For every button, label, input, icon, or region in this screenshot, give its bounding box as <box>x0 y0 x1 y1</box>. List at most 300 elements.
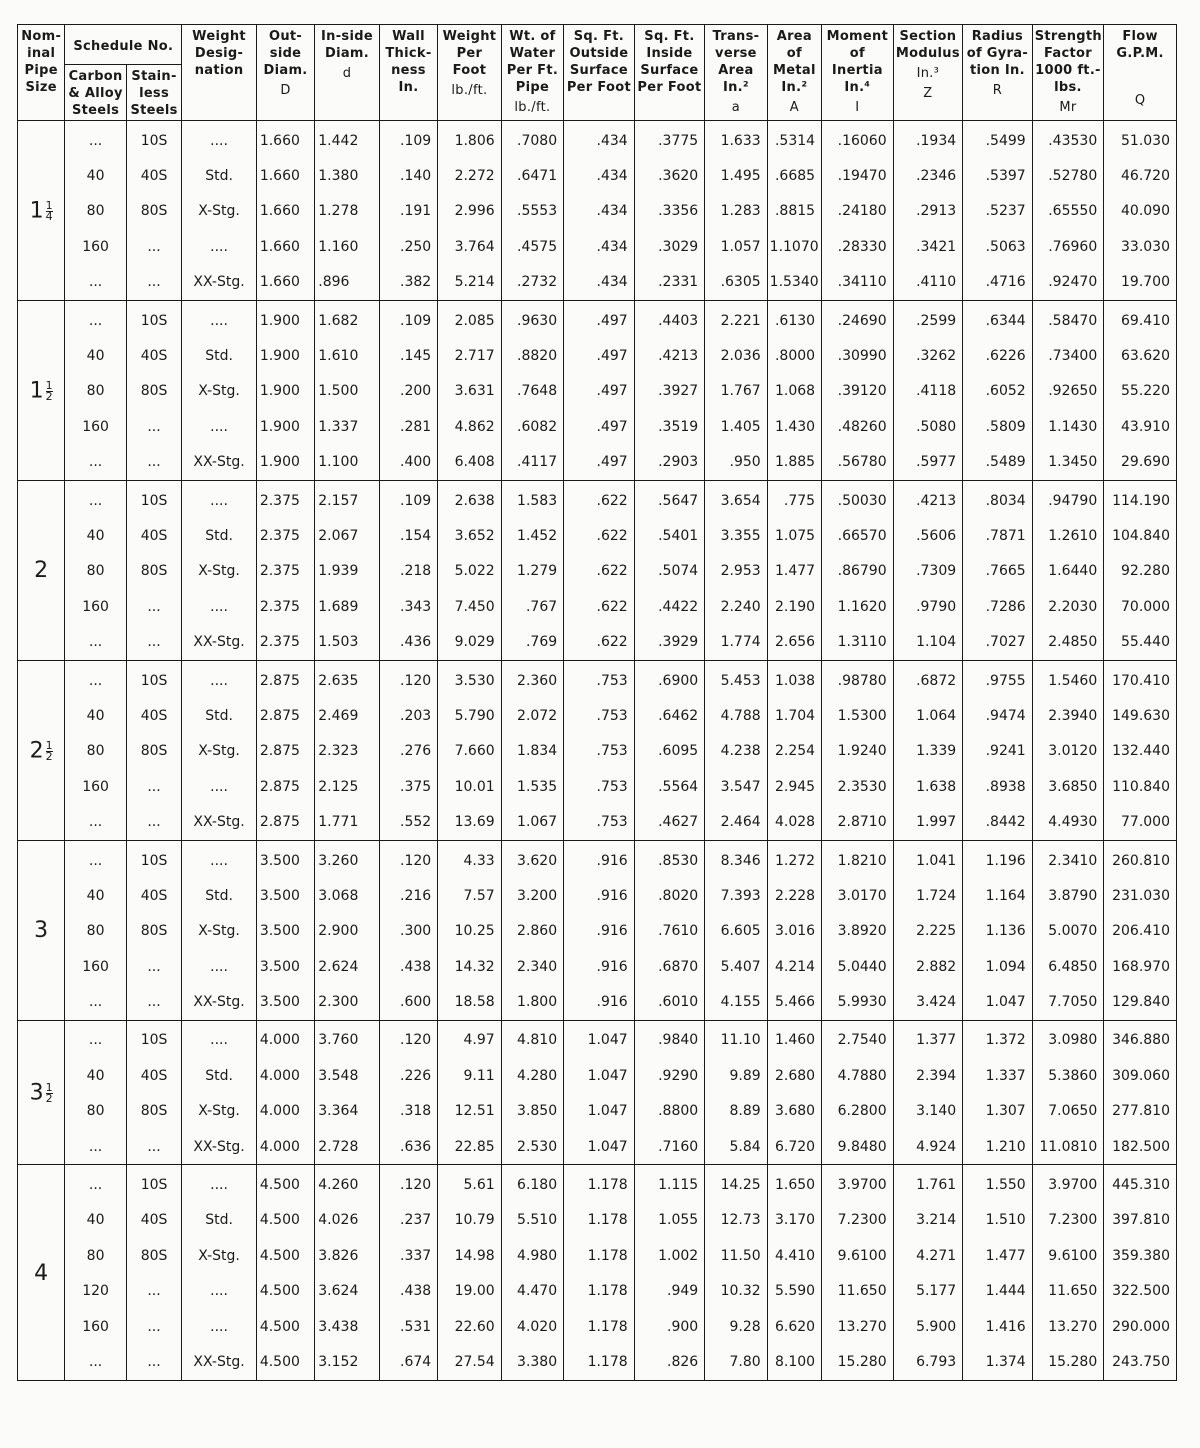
inside-diam-cell: 3.068 <box>315 878 379 913</box>
strength-factor-cell: 1.3450 <box>1032 445 1104 481</box>
flow-cell: 260.810 <box>1104 840 1177 878</box>
inside-diam-cell: 1.278 <box>315 194 379 229</box>
inside-diam-cell: 3.152 <box>315 1344 379 1380</box>
outside-diam-cell: 1.900 <box>256 445 314 481</box>
weight-per-foot-cell: 14.32 <box>438 949 501 984</box>
metal-area-cell: 2.680 <box>767 1058 821 1093</box>
outside-surface-cell: 1.047 <box>564 1020 635 1058</box>
inside-diam-cell: 3.826 <box>315 1238 379 1273</box>
moment-inertia-cell: 1.8210 <box>822 840 894 878</box>
schedule-carbon-cell: 80 <box>65 1094 126 1129</box>
flow-cell: 77.000 <box>1104 804 1177 840</box>
radius-gyration-cell: .7027 <box>963 624 1033 660</box>
inside-diam-cell: 2.624 <box>315 949 379 984</box>
nominal-size-fraction <box>45 198 53 223</box>
weight-designation-cell: .... <box>182 1274 257 1309</box>
transverse-area-cell: 11.10 <box>705 1020 767 1058</box>
wall-thickness-cell: .276 <box>379 734 437 769</box>
schedule-carbon-cell: ... <box>65 984 126 1020</box>
metal-area-cell: 2.656 <box>767 624 821 660</box>
transverse-area-cell: 9.28 <box>705 1309 767 1344</box>
metal-area-cell: 1.477 <box>767 554 821 589</box>
section-modulus-cell: 4.271 <box>893 1238 963 1273</box>
inside-diam-cell: 2.900 <box>315 914 379 949</box>
wall-thickness-cell: .438 <box>379 949 437 984</box>
table-row <box>18 1238 1177 1273</box>
inside-diam-cell: 2.728 <box>315 1129 379 1165</box>
header-inside-diam: In-side Diam. d <box>315 25 379 121</box>
moment-inertia-cell: 6.2800 <box>822 1094 894 1129</box>
section-modulus-cell: 1.064 <box>893 698 963 733</box>
outside-diam-cell: 2.375 <box>256 480 314 518</box>
table-row <box>18 194 1177 229</box>
metal-area-cell: 2.190 <box>767 589 821 624</box>
moment-inertia-cell: .56780 <box>822 445 894 481</box>
water-weight-cell: 3.200 <box>501 878 563 913</box>
flow-cell: 29.690 <box>1104 445 1177 481</box>
outside-surface-cell: .916 <box>564 984 635 1020</box>
weight-designation-cell: X-Stg. <box>182 194 257 229</box>
schedule-stainless-cell: 40S <box>126 878 181 913</box>
header-outside-surface: Sq. Ft. Outside Surface Per Foot <box>564 25 635 121</box>
header-weight-designation: Weight Desig-nation <box>182 25 257 121</box>
section-modulus-cell: 1.104 <box>893 624 963 660</box>
schedule-stainless-cell: 80S <box>126 554 181 589</box>
transverse-area-cell: 1.405 <box>705 409 767 444</box>
inside-surface-cell: .6870 <box>634 949 705 984</box>
outside-diam-cell: 4.500 <box>256 1165 314 1203</box>
transverse-area-cell: 4.238 <box>705 734 767 769</box>
inside-surface-cell: 1.002 <box>634 1238 705 1273</box>
outside-diam-cell: 4.500 <box>256 1203 314 1238</box>
header-radius-gyration-symbol: R <box>992 83 1003 98</box>
section-modulus-cell: 5.177 <box>893 1274 963 1309</box>
radius-gyration-cell: .4716 <box>963 265 1033 301</box>
wall-thickness-cell: .531 <box>379 1309 437 1344</box>
flow-cell: 346.880 <box>1104 1020 1177 1058</box>
table-row <box>18 338 1177 373</box>
strength-factor-cell: 11.0810 <box>1032 1129 1104 1165</box>
radius-gyration-cell: .8034 <box>963 480 1033 518</box>
header-moment-inertia: Moment of Inertia In.⁴ I <box>822 25 894 121</box>
table-row <box>18 374 1177 409</box>
table-body <box>18 121 1177 1381</box>
fraction-denominator: 2 <box>45 1092 53 1106</box>
strength-factor-cell: 7.0650 <box>1032 1094 1104 1129</box>
flow-cell: 322.500 <box>1104 1274 1177 1309</box>
water-weight-cell: 4.470 <box>501 1274 563 1309</box>
section-modulus-cell: .9790 <box>893 589 963 624</box>
wall-thickness-cell: .318 <box>379 1094 437 1129</box>
weight-per-foot-cell: 9.029 <box>438 624 501 660</box>
radius-gyration-cell: .6344 <box>963 300 1033 338</box>
inside-surface-cell: .5074 <box>634 554 705 589</box>
schedule-carbon-cell: ... <box>65 1020 126 1058</box>
outside-surface-cell: .916 <box>564 878 635 913</box>
inside-surface-cell: .8020 <box>634 878 705 913</box>
metal-area-cell: 2.254 <box>767 734 821 769</box>
water-weight-cell: .767 <box>501 589 563 624</box>
header-inside-diam-symbol: d <box>342 66 352 81</box>
water-weight-cell: 1.279 <box>501 554 563 589</box>
weight-per-foot-cell: 2.638 <box>438 480 501 518</box>
water-weight-cell: .7080 <box>501 121 563 159</box>
section-modulus-cell: 3.424 <box>893 984 963 1020</box>
metal-area-cell: 3.170 <box>767 1203 821 1238</box>
water-weight-cell: 1.067 <box>501 804 563 840</box>
outside-surface-cell: .434 <box>564 121 635 159</box>
schedule-stainless-cell: 10S <box>126 121 181 159</box>
weight-designation-cell: .... <box>182 1165 257 1203</box>
weight-designation-cell: .... <box>182 409 257 444</box>
wall-thickness-cell: .191 <box>379 194 437 229</box>
schedule-carbon-cell: ... <box>65 624 126 660</box>
schedule-carbon-cell: ... <box>65 660 126 698</box>
weight-designation-cell: .... <box>182 229 257 264</box>
water-weight-cell: .769 <box>501 624 563 660</box>
inside-surface-cell: .3775 <box>634 121 705 159</box>
weight-designation-cell: Std. <box>182 518 257 553</box>
wall-thickness-cell: .120 <box>379 1020 437 1058</box>
flow-cell: 92.280 <box>1104 554 1177 589</box>
wall-thickness-cell: .438 <box>379 1274 437 1309</box>
moment-inertia-cell: .39120 <box>822 374 894 409</box>
table-row <box>18 1344 1177 1380</box>
moment-inertia-cell: .50030 <box>822 480 894 518</box>
schedule-carbon-cell: ... <box>65 1344 126 1380</box>
schedule-stainless-cell: 10S <box>126 300 181 338</box>
radius-gyration-cell: .7286 <box>963 589 1033 624</box>
moment-inertia-cell: .16060 <box>822 121 894 159</box>
outside-diam-cell: 4.500 <box>256 1238 314 1273</box>
header-wall-thickness: Wall Thick-ness In. <box>379 25 437 121</box>
transverse-area-cell: 1.774 <box>705 624 767 660</box>
water-weight-cell: 1.834 <box>501 734 563 769</box>
radius-gyration-cell: 1.307 <box>963 1094 1033 1129</box>
inside-diam-cell: 2.125 <box>315 769 379 804</box>
weight-designation-cell: .... <box>182 121 257 159</box>
table-row <box>18 1165 1177 1203</box>
metal-area-cell: 1.075 <box>767 518 821 553</box>
strength-factor-cell: 1.2610 <box>1032 518 1104 553</box>
section-modulus-cell: 1.638 <box>893 769 963 804</box>
outside-surface-cell: 1.178 <box>564 1274 635 1309</box>
nominal-size-whole: 4 <box>34 1260 49 1286</box>
inside-surface-cell: 1.115 <box>634 1165 705 1203</box>
weight-per-foot-cell: 10.25 <box>438 914 501 949</box>
inside-diam-cell: 1.689 <box>315 589 379 624</box>
inside-surface-cell: .6462 <box>634 698 705 733</box>
strength-factor-cell: .73400 <box>1032 338 1104 373</box>
radius-gyration-cell: 1.196 <box>963 840 1033 878</box>
moment-inertia-cell: 1.3110 <box>822 624 894 660</box>
section-modulus-cell: .5080 <box>893 409 963 444</box>
table-row <box>18 265 1177 301</box>
flow-cell: 40.090 <box>1104 194 1177 229</box>
inside-surface-cell: .4403 <box>634 300 705 338</box>
moment-inertia-cell: 4.7880 <box>822 1058 894 1093</box>
transverse-area-cell: 3.547 <box>705 769 767 804</box>
radius-gyration-cell: 1.416 <box>963 1309 1033 1344</box>
wall-thickness-cell: .337 <box>379 1238 437 1273</box>
outside-surface-cell: .622 <box>564 480 635 518</box>
outside-diam-cell: 1.660 <box>256 265 314 301</box>
schedule-stainless-cell: 40S <box>126 1058 181 1093</box>
outside-surface-cell: .434 <box>564 158 635 193</box>
flow-cell: 55.220 <box>1104 374 1177 409</box>
nominal-size-cell <box>18 1165 65 1380</box>
outside-diam-cell: 2.875 <box>256 698 314 733</box>
water-weight-cell: 4.280 <box>501 1058 563 1093</box>
weight-per-foot-cell: 10.79 <box>438 1203 501 1238</box>
flow-cell: 19.700 <box>1104 265 1177 301</box>
schedule-carbon-cell: 80 <box>65 734 126 769</box>
water-weight-cell: 1.535 <box>501 769 563 804</box>
weight-per-foot-cell: 7.57 <box>438 878 501 913</box>
schedule-stainless-cell: 10S <box>126 480 181 518</box>
metal-area-cell: .5314 <box>767 121 821 159</box>
section-modulus-cell: 6.793 <box>893 1344 963 1380</box>
section-modulus-cell: .2599 <box>893 300 963 338</box>
water-weight-cell: 5.510 <box>501 1203 563 1238</box>
inside-diam-cell: 1.160 <box>315 229 379 264</box>
outside-diam-cell: 1.660 <box>256 194 314 229</box>
strength-factor-cell: 6.4850 <box>1032 949 1104 984</box>
metal-area-cell: .8815 <box>767 194 821 229</box>
water-weight-cell: 3.380 <box>501 1344 563 1380</box>
strength-factor-cell: 13.270 <box>1032 1309 1104 1344</box>
inside-surface-cell: .6095 <box>634 734 705 769</box>
wall-thickness-cell: .140 <box>379 158 437 193</box>
wall-thickness-cell: .226 <box>379 1058 437 1093</box>
schedule-stainless-cell: 80S <box>126 734 181 769</box>
inside-surface-cell: .6900 <box>634 660 705 698</box>
inside-surface-cell: .3620 <box>634 158 705 193</box>
outside-diam-cell: 3.500 <box>256 840 314 878</box>
wall-thickness-cell: .120 <box>379 840 437 878</box>
transverse-area-cell: 8.346 <box>705 840 767 878</box>
schedule-stainless-cell: ... <box>126 1274 181 1309</box>
weight-designation-cell: XX-Stg. <box>182 1344 257 1380</box>
inside-surface-cell: .9290 <box>634 1058 705 1093</box>
outside-surface-cell: .753 <box>564 698 635 733</box>
weight-designation-cell: XX-Stg. <box>182 445 257 481</box>
table-row <box>18 624 1177 660</box>
weight-designation-cell: .... <box>182 660 257 698</box>
inside-diam-cell: 2.635 <box>315 660 379 698</box>
inside-surface-cell: .7610 <box>634 914 705 949</box>
wall-thickness-cell: .120 <box>379 660 437 698</box>
moment-inertia-cell: .48260 <box>822 409 894 444</box>
header-section-modulus: Section Modulus In.³ Z <box>893 25 963 121</box>
moment-inertia-cell: .34110 <box>822 265 894 301</box>
wall-thickness-cell: .200 <box>379 374 437 409</box>
outside-diam-cell: 2.875 <box>256 769 314 804</box>
metal-area-cell: 1.038 <box>767 660 821 698</box>
wall-thickness-cell: .436 <box>379 624 437 660</box>
nominal-size-cell <box>18 121 65 301</box>
metal-area-cell: 1.272 <box>767 840 821 878</box>
outside-surface-cell: .434 <box>564 229 635 264</box>
moment-inertia-cell: 13.270 <box>822 1309 894 1344</box>
inside-surface-cell: .9840 <box>634 1020 705 1058</box>
moment-inertia-cell: 15.280 <box>822 1344 894 1380</box>
wall-thickness-cell: .300 <box>379 914 437 949</box>
schedule-stainless-cell: ... <box>126 769 181 804</box>
strength-factor-cell: .52780 <box>1032 158 1104 193</box>
inside-diam-cell: 1.337 <box>315 409 379 444</box>
weight-designation-cell: .... <box>182 769 257 804</box>
transverse-area-cell: 1.495 <box>705 158 767 193</box>
weight-designation-cell: X-Stg. <box>182 734 257 769</box>
flow-cell: 46.720 <box>1104 158 1177 193</box>
metal-area-cell: .8000 <box>767 338 821 373</box>
header-water-weight: Wt. of Water Per Ft. Pipe lb./ft. <box>501 25 563 121</box>
weight-designation-cell: .... <box>182 840 257 878</box>
water-weight-cell: 4.980 <box>501 1238 563 1273</box>
weight-per-foot-cell: 2.272 <box>438 158 501 193</box>
weight-designation-cell: Std. <box>182 698 257 733</box>
schedule-stainless-cell: ... <box>126 984 181 1020</box>
metal-area-cell: 4.028 <box>767 804 821 840</box>
flow-cell: 309.060 <box>1104 1058 1177 1093</box>
table-row <box>18 409 1177 444</box>
schedule-carbon-cell: 40 <box>65 698 126 733</box>
weight-designation-cell: X-Stg. <box>182 374 257 409</box>
nominal-size-cell <box>18 840 65 1020</box>
wall-thickness-cell: .281 <box>379 409 437 444</box>
fraction-denominator: 4 <box>45 209 53 223</box>
header-water-weight-unit: lb./ft. <box>514 100 551 115</box>
water-weight-cell: 2.340 <box>501 949 563 984</box>
nominal-size-whole: 2 <box>29 738 44 764</box>
schedule-carbon-cell: 160 <box>65 769 126 804</box>
radius-gyration-cell: .5063 <box>963 229 1033 264</box>
outside-diam-cell: 1.900 <box>256 338 314 373</box>
header-stainless: Stain-less Steels <box>126 65 181 121</box>
strength-factor-cell: .43530 <box>1032 121 1104 159</box>
water-weight-cell: .7648 <box>501 374 563 409</box>
table-row <box>18 554 1177 589</box>
weight-per-foot-cell: 3.652 <box>438 518 501 553</box>
nominal-size-whole: 3 <box>34 918 49 944</box>
section-modulus-cell: .4213 <box>893 480 963 518</box>
moment-inertia-cell: .19470 <box>822 158 894 193</box>
radius-gyration-cell: 1.444 <box>963 1274 1033 1309</box>
header-section-modulus-symbol: Z <box>923 86 933 101</box>
weight-designation-cell: X-Stg. <box>182 1094 257 1129</box>
transverse-area-cell: 7.393 <box>705 878 767 913</box>
inside-surface-cell: .826 <box>634 1344 705 1380</box>
flow-cell: 114.190 <box>1104 480 1177 518</box>
wall-thickness-cell: .216 <box>379 878 437 913</box>
wall-thickness-cell: .109 <box>379 480 437 518</box>
outside-surface-cell: .753 <box>564 734 635 769</box>
radius-gyration-cell: 1.550 <box>963 1165 1033 1203</box>
inside-diam-cell: 3.624 <box>315 1274 379 1309</box>
transverse-area-cell: 10.32 <box>705 1274 767 1309</box>
outside-surface-cell: 1.047 <box>564 1094 635 1129</box>
metal-area-cell: .775 <box>767 480 821 518</box>
flow-cell: 182.500 <box>1104 1129 1177 1165</box>
weight-designation-cell: .... <box>182 1309 257 1344</box>
water-weight-cell: 1.800 <box>501 984 563 1020</box>
radius-gyration-cell: .8442 <box>963 804 1033 840</box>
fraction-denominator: 2 <box>45 749 53 763</box>
section-modulus-cell: 3.214 <box>893 1203 963 1238</box>
inside-surface-cell: 1.055 <box>634 1203 705 1238</box>
metal-area-cell: 3.680 <box>767 1094 821 1129</box>
header-transverse-area-symbol: a <box>731 100 741 115</box>
strength-factor-cell: 1.5460 <box>1032 660 1104 698</box>
inside-diam-cell: 1.380 <box>315 158 379 193</box>
flow-cell: 243.750 <box>1104 1344 1177 1380</box>
water-weight-cell: 6.180 <box>501 1165 563 1203</box>
table-row <box>18 878 1177 913</box>
pipe-properties-table <box>17 24 1177 1381</box>
schedule-carbon-cell: 160 <box>65 949 126 984</box>
flow-cell: 110.840 <box>1104 769 1177 804</box>
weight-per-foot-cell: 5.61 <box>438 1165 501 1203</box>
transverse-area-cell: 12.73 <box>705 1203 767 1238</box>
section-modulus-cell: 5.900 <box>893 1309 963 1344</box>
inside-diam-cell: 2.067 <box>315 518 379 553</box>
moment-inertia-cell: 9.8480 <box>822 1129 894 1165</box>
weight-designation-cell: Std. <box>182 878 257 913</box>
water-weight-cell: 2.530 <box>501 1129 563 1165</box>
wall-thickness-cell: .250 <box>379 229 437 264</box>
schedule-carbon-cell: 160 <box>65 409 126 444</box>
schedule-carbon-cell: 160 <box>65 1309 126 1344</box>
header-strength-factor: Strength Factor 1000 ft.-lbs. Mr <box>1032 25 1104 121</box>
inside-diam-cell: 1.610 <box>315 338 379 373</box>
schedule-carbon-cell: 40 <box>65 518 126 553</box>
schedule-carbon-cell: 120 <box>65 1274 126 1309</box>
radius-gyration-cell: 1.510 <box>963 1203 1033 1238</box>
section-modulus-cell: .4110 <box>893 265 963 301</box>
table-row <box>18 1309 1177 1344</box>
outside-surface-cell: .497 <box>564 338 635 373</box>
schedule-carbon-cell: ... <box>65 121 126 159</box>
weight-per-foot-cell: 22.60 <box>438 1309 501 1344</box>
weight-per-foot-cell: 7.660 <box>438 734 501 769</box>
moment-inertia-cell: 3.8920 <box>822 914 894 949</box>
weight-per-foot-cell: 3.631 <box>438 374 501 409</box>
schedule-stainless-cell: ... <box>126 265 181 301</box>
table-row <box>18 1129 1177 1165</box>
strength-factor-cell: 3.6850 <box>1032 769 1104 804</box>
outside-surface-cell: .434 <box>564 265 635 301</box>
schedule-carbon-cell: ... <box>65 480 126 518</box>
table-row <box>18 1203 1177 1238</box>
radius-gyration-cell: 1.372 <box>963 1020 1033 1058</box>
table-row <box>18 1020 1177 1058</box>
inside-diam-cell: 1.100 <box>315 445 379 481</box>
moment-inertia-cell: 1.9240 <box>822 734 894 769</box>
wall-thickness-cell: .203 <box>379 698 437 733</box>
flow-cell: 51.030 <box>1104 121 1177 159</box>
header-weight-per-foot: Weight Per Foot lb./ft. <box>438 25 501 121</box>
table-row <box>18 914 1177 949</box>
inside-diam-cell: 1.939 <box>315 554 379 589</box>
water-weight-cell: .6082 <box>501 409 563 444</box>
radius-gyration-cell: 1.337 <box>963 1058 1033 1093</box>
outside-diam-cell: 1.900 <box>256 409 314 444</box>
inside-diam-cell: 3.260 <box>315 840 379 878</box>
radius-gyration-cell: 1.047 <box>963 984 1033 1020</box>
schedule-carbon-cell: 160 <box>65 229 126 264</box>
outside-surface-cell: 1.178 <box>564 1165 635 1203</box>
